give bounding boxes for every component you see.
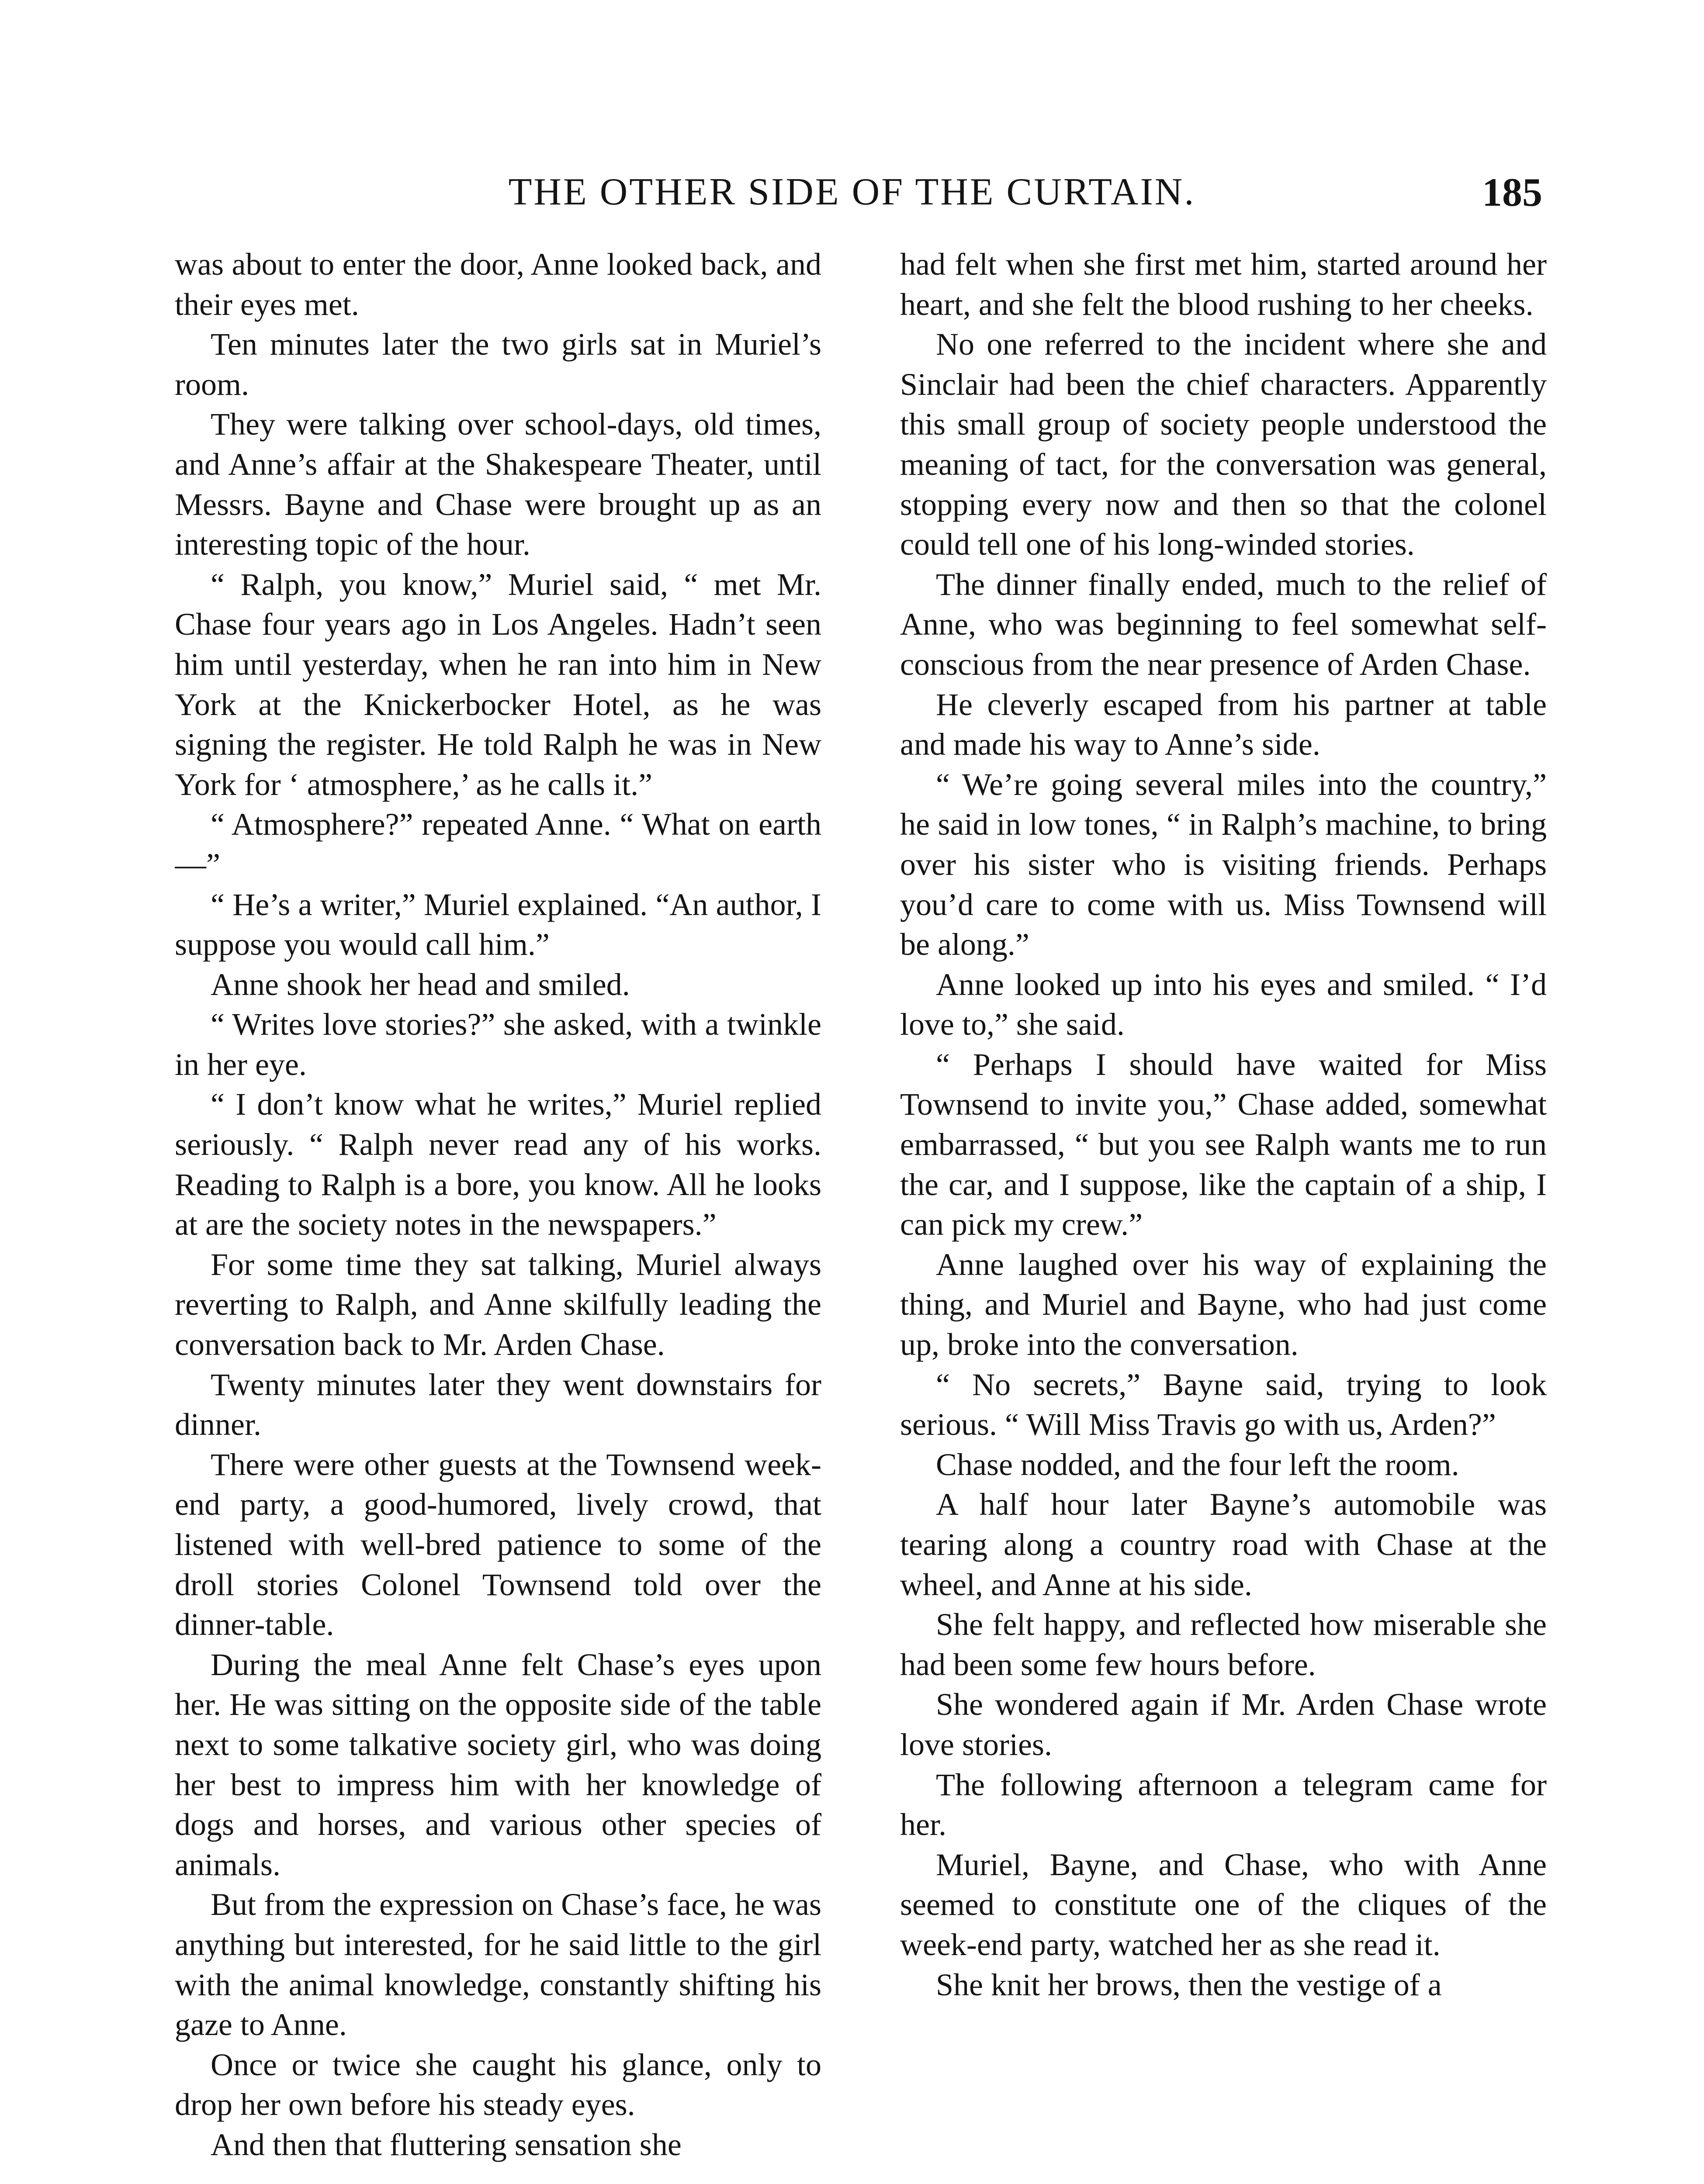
- paragraph: A half hour later Bayne’s automobile was tearing along a country road with Chase at the wheel, and Anne at his side.: [900, 1487, 1547, 1602]
- paragraph: Once or twice she caught his glance, only to drop her own before his steady eyes.: [175, 2047, 821, 2122]
- paragraph: Twenty minutes later they went downstairs for dinner.: [175, 1367, 821, 1442]
- paragraph: “ Writes love stories?” she asked, with a twinkle in her eye.: [175, 1007, 821, 1082]
- paragraph: Muriel, Bayne, and Chase, who with Anne seemed to constitute one of the cliques of the week-end party, watched her as she read it.: [900, 1847, 1547, 1962]
- paragraph: Chase nodded, and the four left the room.: [936, 1447, 1459, 1482]
- paragraph: He cleverly escaped from his partner at table and made his way to Anne’s side.: [900, 687, 1547, 762]
- paragraph: For some time they sat talking, Muriel always reverting to Ralph, and Anne skilfully leading the conversation back to Mr. Arden Chase.: [175, 1247, 821, 1362]
- paragraph: No one referred to the incident where she and Sinclair had been the chief characters. Apparently this small group of society people understood the meaning of tact, for the conversation was general, stopping every now and then so that the colonel could tell one of his long-winded stories.: [900, 327, 1547, 562]
- paragraph: “ Atmosphere?” repeated Anne. “ What on earth—”: [175, 807, 821, 882]
- paragraph: But from the expression on Chase’s face, he was anything but interested, for he said little to the girl with the animal knowledge, constantly shifting his gaze to Anne.: [175, 1887, 821, 2042]
- paragraph: “ No secrets,” Bayne said, trying to look serious. “ Will Miss Travis go with us, Arden?”: [900, 1367, 1547, 1442]
- running-title: THE OTHER SIDE OF THE CURTAIN.: [508, 171, 1196, 213]
- paragraph: The dinner finally ended, much to the relief of Anne, who was beginning to feel somewhat self-conscious from the near presence of Arden Chase.: [900, 567, 1547, 682]
- paragraph: She knit her brows, then the vestige of a: [936, 1967, 1442, 2002]
- paragraph: “ Ralph, you know,” Muriel said, “ met Mr. Chase four years ago in Los Angeles. Hadn’t seen him until yesterday, when he ran into him in New York at the Knickerbocker Hotel, as he was signing the register. He told Ralph he was in New York for ‘ atmosphere,’ as he calls it.”: [175, 567, 821, 802]
- page-number: 185: [1482, 170, 1542, 214]
- paragraph: had felt when she first met him, started around her heart, and she felt the blood rushing to her cheeks.: [900, 247, 1547, 322]
- paragraph: Anne laughed over his way of explaining the thing, and Muriel and Bayne, who had just come up, broke into the conversation.: [900, 1247, 1547, 1362]
- paragraph: She felt happy, and reflected how miserable she had been some few hours before.: [900, 1607, 1547, 1682]
- paragraph: She wondered again if Mr. Arden Chase wrote love stories.: [900, 1687, 1547, 1762]
- right-column: [900, 245, 1547, 2184]
- paragraph: “ I don’t know what he writes,” Muriel replied seriously. “ Ralph never read any of his works. Reading to Ralph is a bore, you know. All he looks at are the society notes in the newspapers.”: [175, 1087, 821, 1242]
- paragraph: Anne shook her head and smiled.: [211, 967, 630, 1002]
- text-columns: [175, 245, 1547, 2184]
- paragraph: Anne looked up into his eyes and smiled. “ I’d love to,” she said.: [900, 967, 1547, 1042]
- paragraph: There were other guests at the Townsend week-end party, a good-humored, lively crowd, that listened with well-bred patience to some of the droll stories Colonel Townsend told over the dinner-table.: [175, 1447, 821, 1642]
- left-column: [175, 245, 821, 2184]
- paragraph: “ He’s a writer,” Muriel explained. “An author, I suppose you would call him.”: [175, 887, 821, 962]
- paragraph: “ We’re going several miles into the country,” he said in low tones, “ in Ralph’s machine, to bring over his sister who is visiting friends. Perhaps you’d care to come with us. Miss Townsend will be along.”: [900, 767, 1547, 962]
- paragraph: was about to enter the door, Anne looked back, and their eyes met.: [175, 247, 821, 322]
- paragraph: Ten minutes later the two girls sat in Muriel’s room.: [175, 327, 821, 402]
- paragraph: And then that fluttering sensation she: [211, 2127, 682, 2162]
- page-header: [162, 162, 1542, 223]
- paragraph: The following afternoon a telegram came for her.: [900, 1767, 1547, 1842]
- paragraph: “ Perhaps I should have waited for Miss Townsend to invite you,” Chase added, somewhat embarrassed, “ but you see Ralph wants me to run the car, and I suppose, like the captain of a ship, I can pick my crew.”: [900, 1047, 1547, 1242]
- paragraph: During the meal Anne felt Chase’s eyes upon her. He was sitting on the opposite side of the table next to some talkative society girl, who was doing her best to impress him with her knowledge of dogs and horses, and various other species of animals.: [175, 1647, 821, 1882]
- paragraph: They were talking over school-days, old times, and Anne’s affair at the Shakespeare Theater, until Messrs. Bayne and Chase were brought up as an interesting topic of the hour.: [175, 407, 821, 562]
